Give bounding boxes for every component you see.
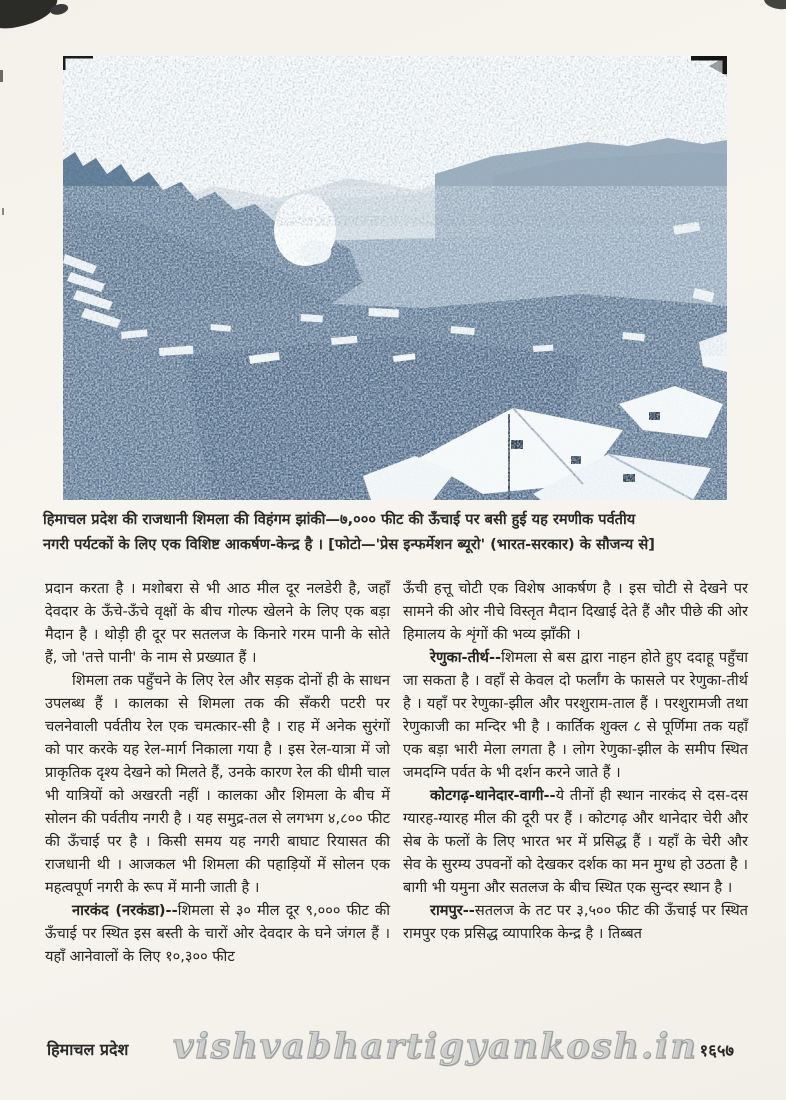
photo-grain-mid: [63, 216, 727, 356]
left-column: [45, 577, 390, 968]
right-column: [403, 577, 748, 968]
page-number: १६५७: [699, 1041, 734, 1060]
photo-grain-pepper: [63, 56, 727, 226]
paragraph-text: सतलज के तट पर ३,५०० फीट की ऊँचाई पर स्थित रामपुर एक प्रसिद्ध व्यापारिक केन्द्र है । तिब्बत: [403, 902, 748, 942]
paragraph-lead-renuka: रेणुका-तीर्थ--: [430, 649, 502, 666]
paragraph-text: शिमला से ३० मील दूर ९,००० फीट की ऊँचाई पर स्थित इस बस्ती के चारों ओर देवदार के घने जंगल हैं । यहाँ आनेवालों के लिए १०,३०० फीट: [45, 902, 390, 965]
paragraph-renuka-tirth: [403, 646, 748, 784]
page-footer: [45, 1028, 748, 1078]
scan-mark-left-edge: [0, 70, 3, 82]
paragraph-lead-rampur: रामपुर--: [430, 902, 475, 919]
scan-mark-left-edge-2: [2, 208, 4, 215]
paragraph-text: शिमला तक पहुँचने के लिए रेल और सड़क दोनों ही के साधन उपलब्ध हैं । कालका से शिमला तक की सँकरी पटरी पर चलनेवाली पर्वतीय रेल एक चमत्कार-सी है । राह में अनेक सुरंगों को पार करके यह रेल-मार्ग निकाला गया है । इस रेल-यात्रा में जो प्राकृतिक दृश्य देखने को मिलते हैं, उनके कारण रेल की धीमी चाल भी यात्रियों को अखरती नहीं । कालका और शिमला के बीच में सोलन की पर्वतीय नगरी है । यह समुद्र-तल से लगभग ४,८०० फीट की ऊँचाई पर है । किसी समय यह नगरी बाघाट रियासत की राजधानी थी । आजकल भी शिमला की पहाड़ियों में सोलन एक महत्वपूर्ण नगरी के रूप में मानी जाती है ।: [45, 672, 390, 896]
paragraph-lead-narkanda: नारकंद (नरकंडा)--: [72, 902, 178, 919]
caption-line-1: हिमाचल प्रदेश की राजधानी शिमला की विहंगम झांकी—७,००० फीट की ऊँचाई पर बसी हुई यह रमणीक पर्वतीय: [43, 511, 636, 528]
scan-blot-top-left: [0, 0, 62, 35]
paragraph-text: ये तीनों ही स्थान नारकंद से दस-दस ग्यारह-ग्यारह मील की दूरी पर हैं । कोटगढ़ और थानेदार चेरी और सेब के फलों के लिए भारत भर में प्रसिद्ध हैं । यहाँ के चेरी और सेव के सुरम्य उपवनों को देखकर दर्शक का मन मुग्ध हो उठता है । बागी भी यमुना और सतलज के बीच स्थित एक सुन्दर स्थान है ।: [403, 787, 748, 896]
photo-caption: [43, 507, 748, 557]
body-text: [45, 577, 748, 968]
watermark-text: vishvabhartigyankosh.in: [173, 1026, 698, 1067]
paragraph-kotgarh: [403, 784, 748, 899]
shimla-aerial-photo: [63, 56, 727, 500]
paragraph-text: प्रदान करता है । मशोबरा से भी आठ मील दूर नलडेरी है, जहाँ देवदार के ऊँचे-ऊँचे वृक्षों के बीच गोल्फ खेलने के लिए एक बड़ा मैदान है । थोड़ी ही दूर पर सतलज के किनारे गरम पानी के सोते हैं, जो 'तत्ते पानी' के नाम से प्रख्यात हैं ।: [45, 580, 390, 666]
paragraph-text: शिमला से बस द्वारा नाहन होते हुए ददाहू पहुँचा जा सकता है । वहाँ से केवल दो फर्लांग के फासले पर रेणुका-तीर्थ है । यहाँ पर रेणुका-झील और परशुराम-ताल हैं । परशुरामजी तथा रेणुकाजी का मन्दिर भी है । कार्तिक शुक्ल ८ से पूर्णिमा तक यहाँ एक बड़ा भारी मेला लगता है । लोग रेणुका-झील के समीप स्थित जमदग्नि पर्वत के भी दर्शन करने जाते हैं ।: [403, 649, 748, 781]
running-title: हिमाचल प्रदेश: [47, 1040, 129, 1059]
paragraph-narkanda: [45, 899, 390, 968]
paragraph-lead-kotgarh: कोटगढ़-थानेदार-वागी--: [430, 787, 556, 804]
paragraph-shimla-rail: [45, 669, 390, 899]
scan-blot-top-right: [763, 0, 786, 11]
paragraph-text: ऊँची हत्तू चोटी एक विशेष आकर्षण है । इस चोटी से देखने पर सामने की ओर नीचे विस्तृत मैदान दिखाई देते हैं और पीछे की ओर हिमालय के शृंगों की भव्य झाँकी ।: [403, 580, 748, 643]
paragraph-continuation: [45, 577, 390, 669]
paragraph-rampur: [403, 899, 748, 945]
paragraph-hatu-peak: [403, 577, 748, 646]
caption-line-2: नगरी पर्यटकों के लिए एक विशिष्ट आकर्षण-केन्द्र है । [फोटो—'प्रेस इन्फर्मेशन ब्यूरो' (भारत-सरकार) के सौजन्य से]: [43, 536, 655, 553]
